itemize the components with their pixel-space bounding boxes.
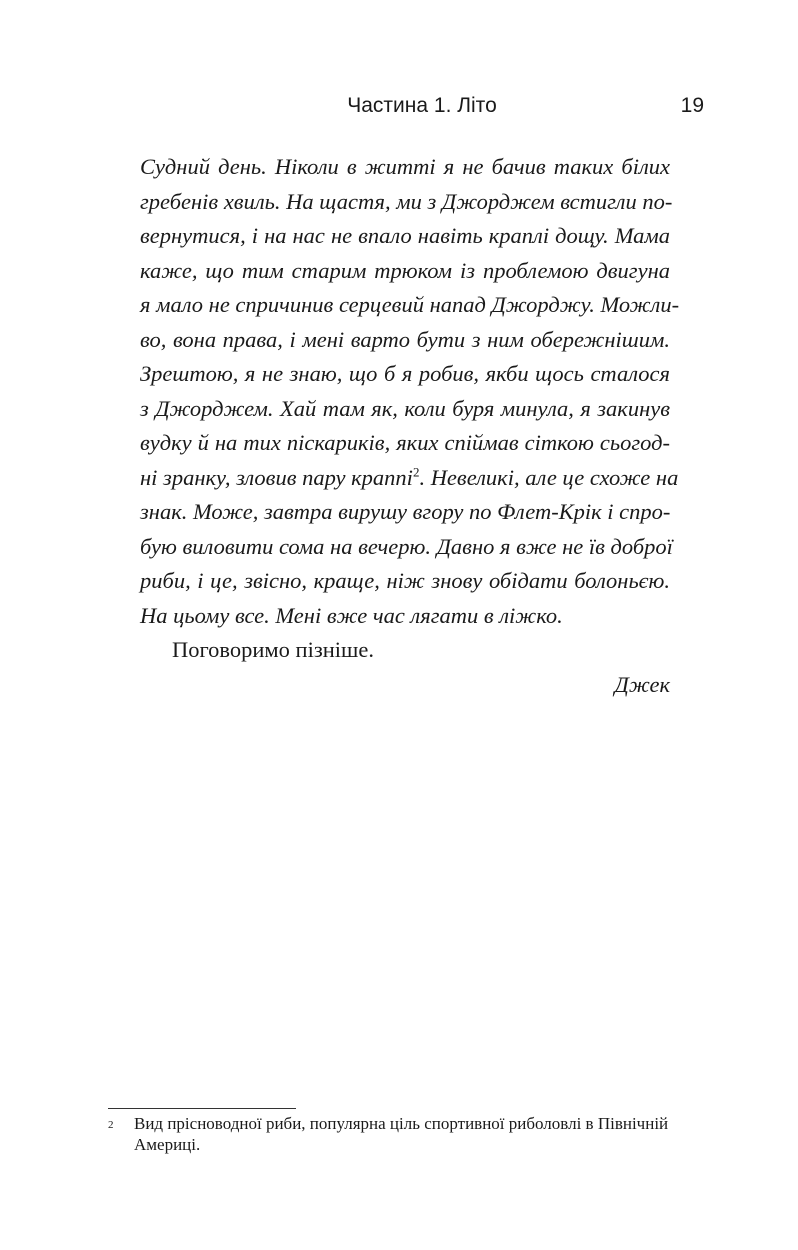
running-head <box>140 94 704 124</box>
text-line: вернутися, і на нас не впало навіть краплі дощу. Мама <box>140 223 670 248</box>
closing-line: Поговоримо пізніше. <box>172 637 374 662</box>
text-line: Судний день. Ніколи в житті я не бачив таких білих <box>140 154 670 179</box>
text-line: во, вона права, і мені варто бути з ним обережнішим. <box>140 326 670 352</box>
footnote-divider <box>108 1108 296 1109</box>
text-line: знак. Може, завтра вирушу вгору по Флет-Крік і спро- <box>140 499 671 524</box>
letter-body <box>140 150 680 702</box>
footnote-mark: 2 <box>108 1119 114 1131</box>
text-line: каже, що тим старим трюком із проблемою двигуна <box>140 257 670 283</box>
text-line-with-footnote <box>140 461 679 496</box>
signature: Джек <box>614 671 670 697</box>
text-line: я мало не спричинив серцевий напад Джорджу. Можли- <box>140 292 680 317</box>
text-line: Зрештою, я не знаю, що б я робив, якби щось сталося <box>140 361 670 386</box>
page-number: 19 <box>680 94 704 117</box>
text-line: бую виловити сома на вечерю. Давно я вже не їв доброї <box>140 533 673 559</box>
text-fragment: . Невеликі, але це схоже на <box>419 464 679 490</box>
text-line: з Джорджем. Хай там як, коли буря минула, я закинув <box>140 395 670 421</box>
chapter-title: Частина 1. Літо <box>347 94 497 117</box>
text-line: риби, і це, звісно, краще, ніж знову обідати болоньєю. <box>140 568 670 593</box>
text-fragment: ні зранку, зловив пару краппі <box>140 464 413 490</box>
text-line: гребенів хвиль. На щастя, ми з Джорджем встигли по- <box>140 188 673 214</box>
footnote-text: Вид прісноводної риби, популярна ціль спортивної риболовлі в Північній Америці. <box>134 1114 669 1154</box>
footnote <box>108 1113 704 1155</box>
footnote-reference[interactable]: 2 <box>412 464 420 479</box>
text-line: вудку й на тих піскариків, яких спіймав сіткою сьогод- <box>140 430 670 455</box>
text-line: На цьому все. Мені вже час лягати в ліжко. <box>140 602 563 628</box>
